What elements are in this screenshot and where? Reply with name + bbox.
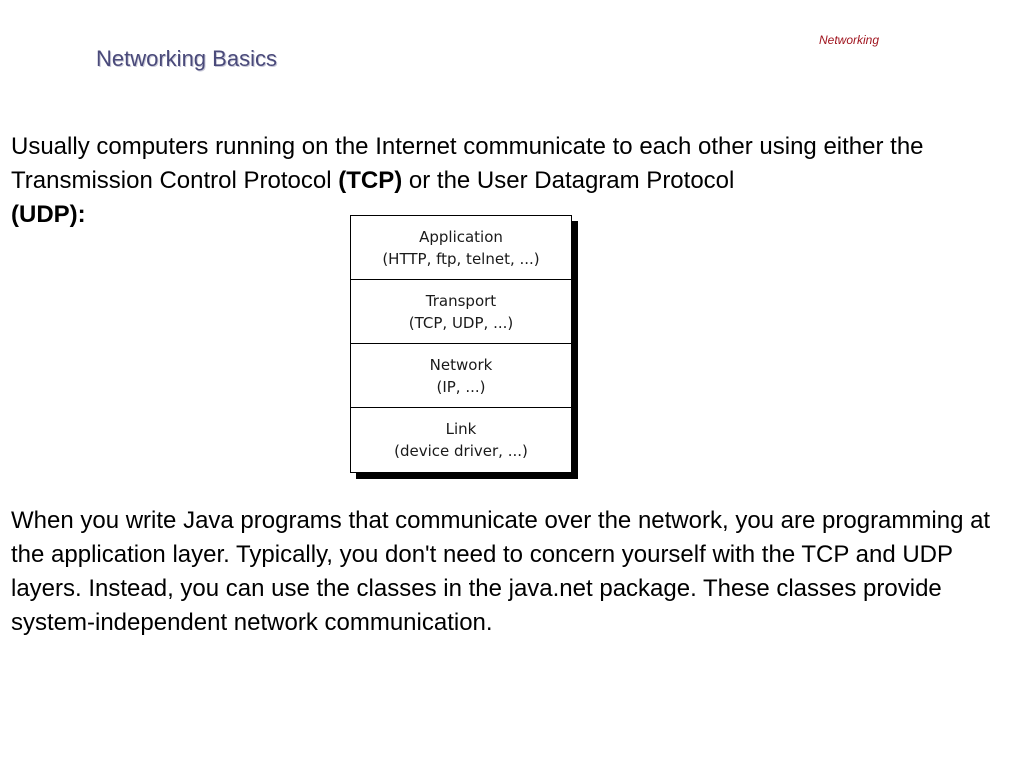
tcp-term: (TCP) (338, 167, 403, 194)
layer-transport (351, 280, 571, 344)
layer-protocols: (IP, ...) (436, 377, 486, 396)
layer-name: Application (419, 227, 503, 246)
layer-protocols: (device driver, ...) (394, 442, 528, 460)
layer-name: Transport (425, 291, 497, 310)
layer-protocols: (TCP, UDP, ...) (408, 313, 514, 332)
layer-name: Network (429, 355, 493, 374)
protocol-stack-diagram (350, 215, 572, 473)
layer-protocols: (HTTP, ftp, telnet, ...) (382, 249, 540, 268)
layer-name: Link (445, 420, 477, 438)
layer-link (351, 408, 571, 472)
intro-text-2: or the User Datagram Protocol (402, 167, 735, 194)
body-paragraph: When you write Java programs that communicate over the network, you are programming at the application layer. Typically, you don't need to concern yourself with the TCP and UDP layers. Instead, you can use the classes in the java.net package. These classes provide system-independent network communication. (11, 507, 991, 636)
layer-network (351, 344, 571, 408)
intro-text-1: Usually computers running on the Internet communicate to each other using either the Transmission Control Protocol (11, 133, 924, 194)
header-tag: Networking (819, 33, 880, 47)
layer-application (351, 216, 571, 280)
udp-term: (UDP): (11, 201, 86, 228)
slide-title: Networking Basics (96, 46, 277, 71)
